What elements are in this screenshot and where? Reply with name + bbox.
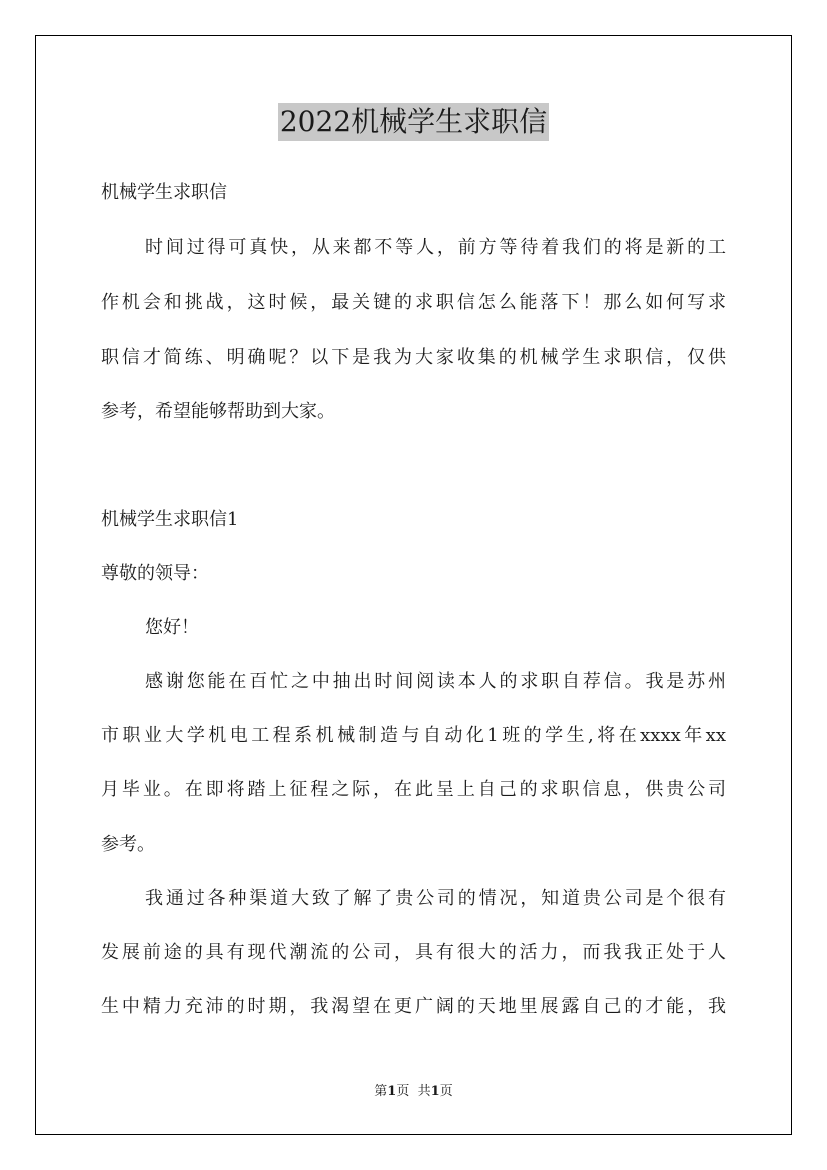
- document-title: 2022机械学生求职信: [278, 103, 549, 141]
- page-label-prefix: 第: [374, 1084, 388, 1099]
- total-label-suffix: 页: [439, 1084, 453, 1099]
- salutation: 尊敬的领导：: [101, 563, 209, 584]
- paragraph-line: 月毕业。在即将踏上征程之际，在此呈上自己的求职信息，供贵公司: [101, 779, 726, 800]
- total-label-prefix: 共: [417, 1084, 431, 1099]
- letter-heading: 机械学生求职信1: [101, 509, 239, 530]
- title-container: [0, 103, 827, 141]
- paragraph-line: 感谢您能在百忙之中抽出时间阅读本人的求职自荐信。我是苏州: [145, 671, 726, 692]
- paragraph-line: 市职业大学机电工程系机械制造与自动化1班的学生,将在xxxx年xx: [101, 725, 726, 746]
- greeting: 您好！: [145, 617, 199, 638]
- intro-line: 参考，希望能够帮助到大家。: [101, 401, 335, 422]
- page-label-suffix: 页: [396, 1084, 410, 1099]
- intro-line: 职信才简练、明确呢？以下是我为大家收集的机械学生求职信，仅供: [101, 347, 726, 368]
- paragraph-line: 参考。: [101, 834, 155, 855]
- total-pages: 1: [430, 1084, 440, 1099]
- paragraph-line: 我通过各种渠道大致了解了贵公司的情况，知道贵公司是个很有: [145, 888, 726, 909]
- document-subtitle: 机械学生求职信: [101, 182, 227, 203]
- page-number: 1: [387, 1084, 397, 1099]
- intro-line: 作机会和挑战，这时候，最关键的求职信怎么能落下！那么如何写求: [101, 292, 726, 313]
- paragraph-line: 发展前途的具有现代潮流的公司，具有很大的活力，而我我正处于人: [101, 942, 726, 963]
- intro-line: 时间过得可真快，从来都不等人，前方等待着我们的将是新的工: [145, 237, 726, 258]
- page-footer: [0, 1083, 827, 1101]
- paragraph-line: 生中精力充沛的时期，我渴望在更广阔的天地里展露自己的才能，我: [101, 996, 726, 1017]
